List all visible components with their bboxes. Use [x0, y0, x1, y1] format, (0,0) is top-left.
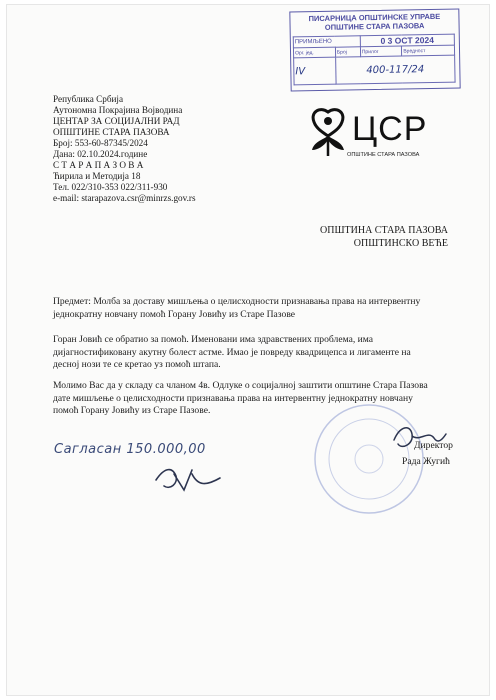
sender-line: Република Србија: [53, 94, 124, 104]
director-title: Директор: [414, 440, 453, 451]
sender-line: ЦЕНТАР ЗА СОЦИЈАЛНИ РАД: [53, 116, 180, 126]
subject-text-line2: једнократну новчану помоћ Горану Јовићу из Старе Пазове: [53, 308, 296, 320]
paragraph-1-line2: дијагностификовану акутну болест астме. Имао је повреду квадрицепса и лигаменте на: [53, 346, 411, 358]
stamp-col-value: Вредност: [402, 45, 455, 56]
initials-signature-icon: [150, 456, 230, 496]
subject-label: Предмет:: [53, 296, 91, 307]
sender-email: e-mail: starapazova.csr@minrzs.gov.rs: [53, 193, 196, 203]
recipient-line1: ОПШТИНА СТАРА ПАЗОВА: [320, 225, 448, 236]
stamp-hand-unit: IV: [294, 57, 336, 85]
stamp-received-date: 0 3 OCT 2024: [360, 34, 454, 47]
paragraph-2-line2: дате мишљење о целисходности признавања права на интервентну једнократну новчану: [53, 392, 413, 404]
stamp-col-unit: Орг. јед.: [293, 47, 335, 58]
recipient-line2: ОПШТИНСКО ВЕЋЕ: [353, 238, 448, 249]
stamp-col-attachment: Прилог: [360, 46, 402, 57]
recipient-block: [320, 224, 448, 250]
paragraph-2-line1: Молимо Вас да у складу са чланом 4в. Одлуке о социјалној заштити општине Стара Пазова: [53, 380, 428, 391]
logo-text: ЦСР: [352, 110, 428, 148]
paragraph-2-line3: помоћ Горану Јовићу из Старе Пазове.: [53, 405, 211, 417]
sender-line: Ћирила и Методија 18: [53, 171, 141, 181]
sender-line: ОПШТИНЕ СТАРА ПАЗОВА: [53, 127, 170, 137]
registry-stamp: [289, 9, 460, 92]
handwritten-approval: Сагласан 150.000,00: [54, 442, 206, 457]
stamp-title: [290, 12, 458, 33]
logo-subtitle: ОПШТИНЕ СТАРА ПАЗОВА: [347, 152, 420, 158]
stamp-hand-number: 400-117/24: [335, 55, 455, 84]
stamp-received-label: ПРИМЉЕНО: [293, 36, 360, 48]
paragraph-1-line1: Горан Јовић се обратио за помоћ. Именовани има здравствених проблема, има: [53, 334, 374, 345]
sender-line: Тел. 022/310-353 022/311-930: [53, 182, 168, 192]
sender-block: [53, 94, 196, 204]
paragraph-1-line3: десној нози те се кретао уз помоћ штапа.: [53, 359, 221, 371]
director-name: Рада Жугић: [402, 456, 450, 467]
paragraph-1: [53, 334, 411, 372]
sender-line: Број: 553-60-87345/2024: [53, 138, 148, 148]
sender-line: Аутономна Покрајина Војводина: [53, 105, 183, 115]
stamp-table: [293, 34, 456, 86]
sender-line: С Т А Р А П А З О В А: [53, 160, 144, 170]
stamp-title-line2: ОПШТИНЕ СТАРА ПАЗОВА: [324, 21, 425, 32]
csr-logo-icon: [306, 106, 350, 158]
subject-text-line1: Молба за доставу мишљења о целисходности признавања права на интервентну: [90, 296, 421, 307]
subject-paragraph: [53, 296, 420, 321]
sender-line: Дана: 02.10.2024.године: [53, 149, 148, 159]
stamp-title-line1: ПИСАРНИЦА ОПШТИНСКЕ УПРАВЕ: [308, 11, 441, 24]
stamp-col-number: Број: [335, 47, 360, 57]
